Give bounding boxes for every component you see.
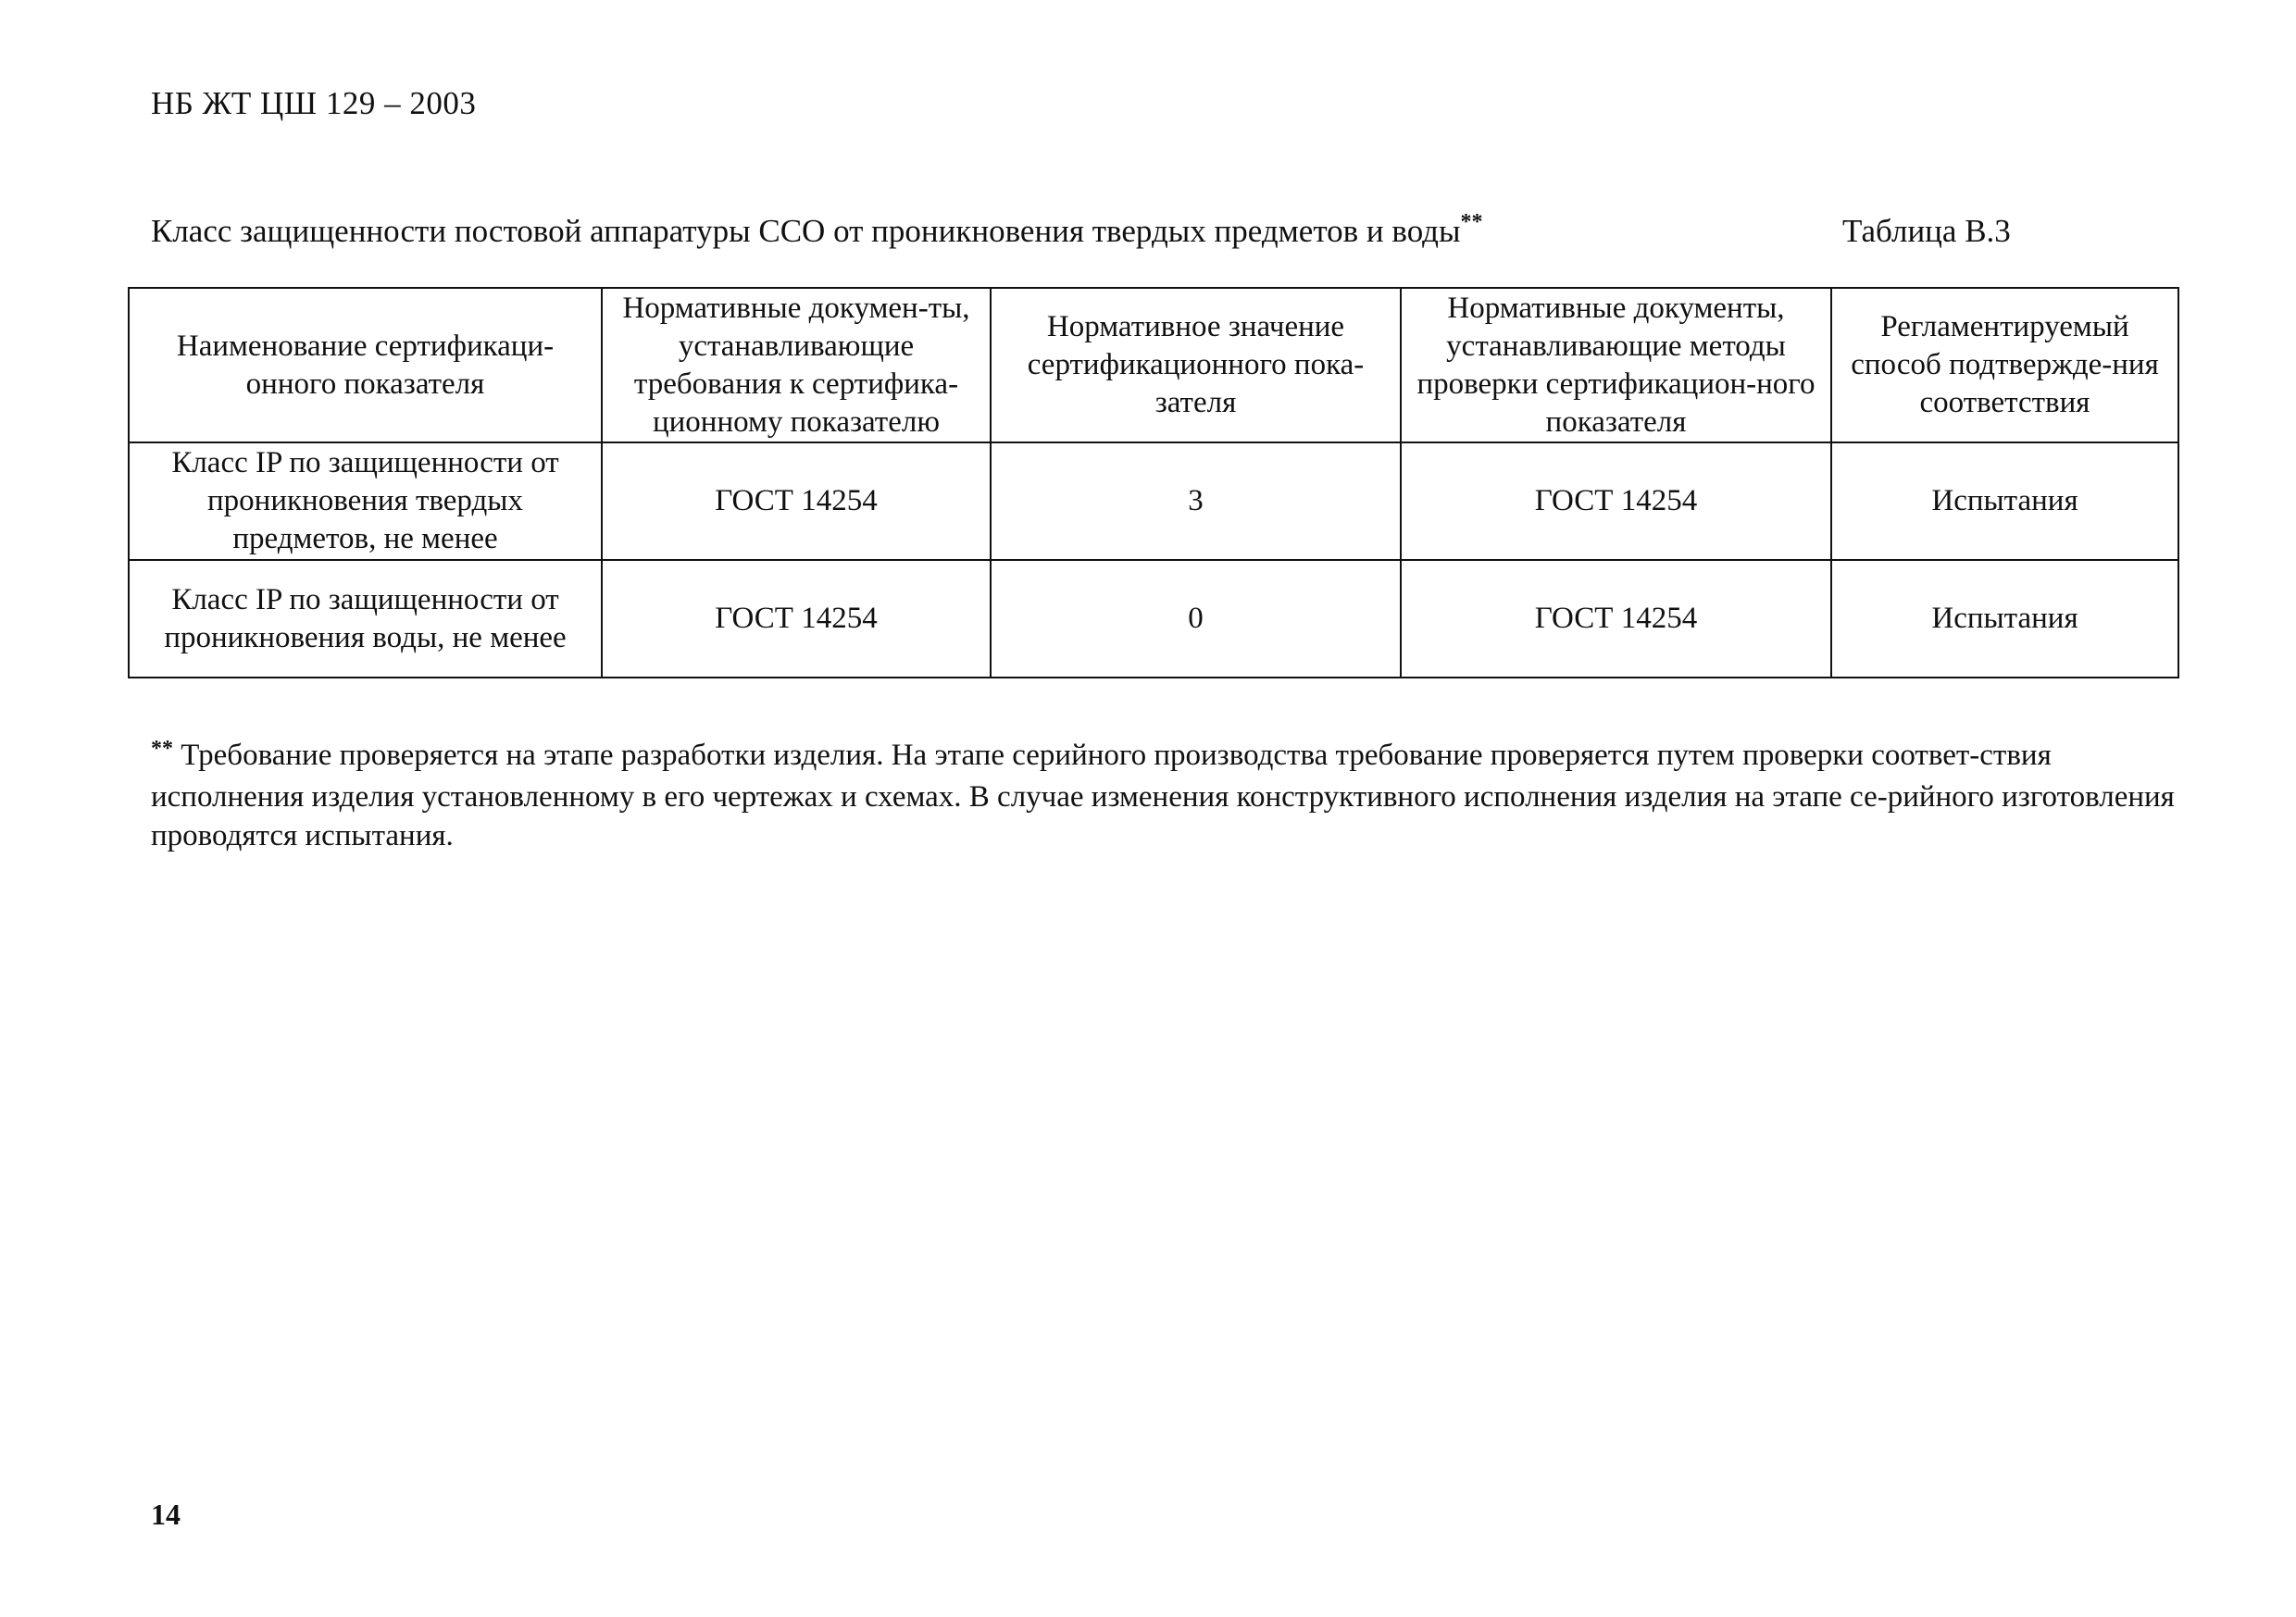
footnote-marker: ** <box>1460 210 1483 234</box>
column-header: Наименование сертификаци-онного показателя <box>129 288 602 442</box>
table-caption-text: Класс защищенности постовой аппаратуры ССО от проникновения твердых предметов и воды <box>151 213 1461 249</box>
table-number: Таблица В.3 <box>1842 213 2011 249</box>
footnote-text: Требование проверяется на этапе разработки изделия. На этапе серийного производства требование проверяется путем проверки соответ-ствия исполнения изделия установленному в его чертежах и схемах. В случае изменения конструктивного исполнения изделия на этапе се-рийного изготовления проводятся испытания. <box>151 739 2175 852</box>
table-cell: ГОСТ 14254 <box>1401 442 1831 560</box>
table-cell: 3 <box>991 442 1401 560</box>
page-number: 14 <box>151 1498 181 1531</box>
table-cell: Испытания <box>1831 442 2178 560</box>
table-cell: ГОСТ 14254 <box>602 442 991 560</box>
column-header: Регламентируемый способ подтвержде-ния соответствия <box>1831 288 2178 442</box>
table-cell: Испытания <box>1831 560 2178 678</box>
document-code: НБ ЖТ ЦШ 129 – 2003 <box>151 85 477 121</box>
table-cell: ГОСТ 14254 <box>602 560 991 678</box>
column-header: Нормативное значение сертификационного пока-зателя <box>991 288 1401 442</box>
table-cell: Класс IP по защищенности от проникновения воды, не менее <box>129 560 602 678</box>
table-cell: Класс IP по защищенности от проникновения твердых предметов, не менее <box>129 442 602 560</box>
table-cell: ГОСТ 14254 <box>1401 560 1831 678</box>
column-header: Нормативные документы, устанавливающие методы проверки сертификацион-ного показателя <box>1401 288 1831 442</box>
table-row <box>129 560 2178 678</box>
table-cell: 0 <box>991 560 1401 678</box>
table-row <box>129 442 2178 560</box>
footnote <box>151 736 2183 855</box>
footnote-marker: ** <box>151 737 173 761</box>
column-header: Нормативные докумен-ты, устанавливающие требования к сертифика-ционному показателю <box>602 288 991 442</box>
certification-table <box>128 287 2179 678</box>
table-header-row <box>129 288 2178 442</box>
table-caption <box>151 210 1483 250</box>
